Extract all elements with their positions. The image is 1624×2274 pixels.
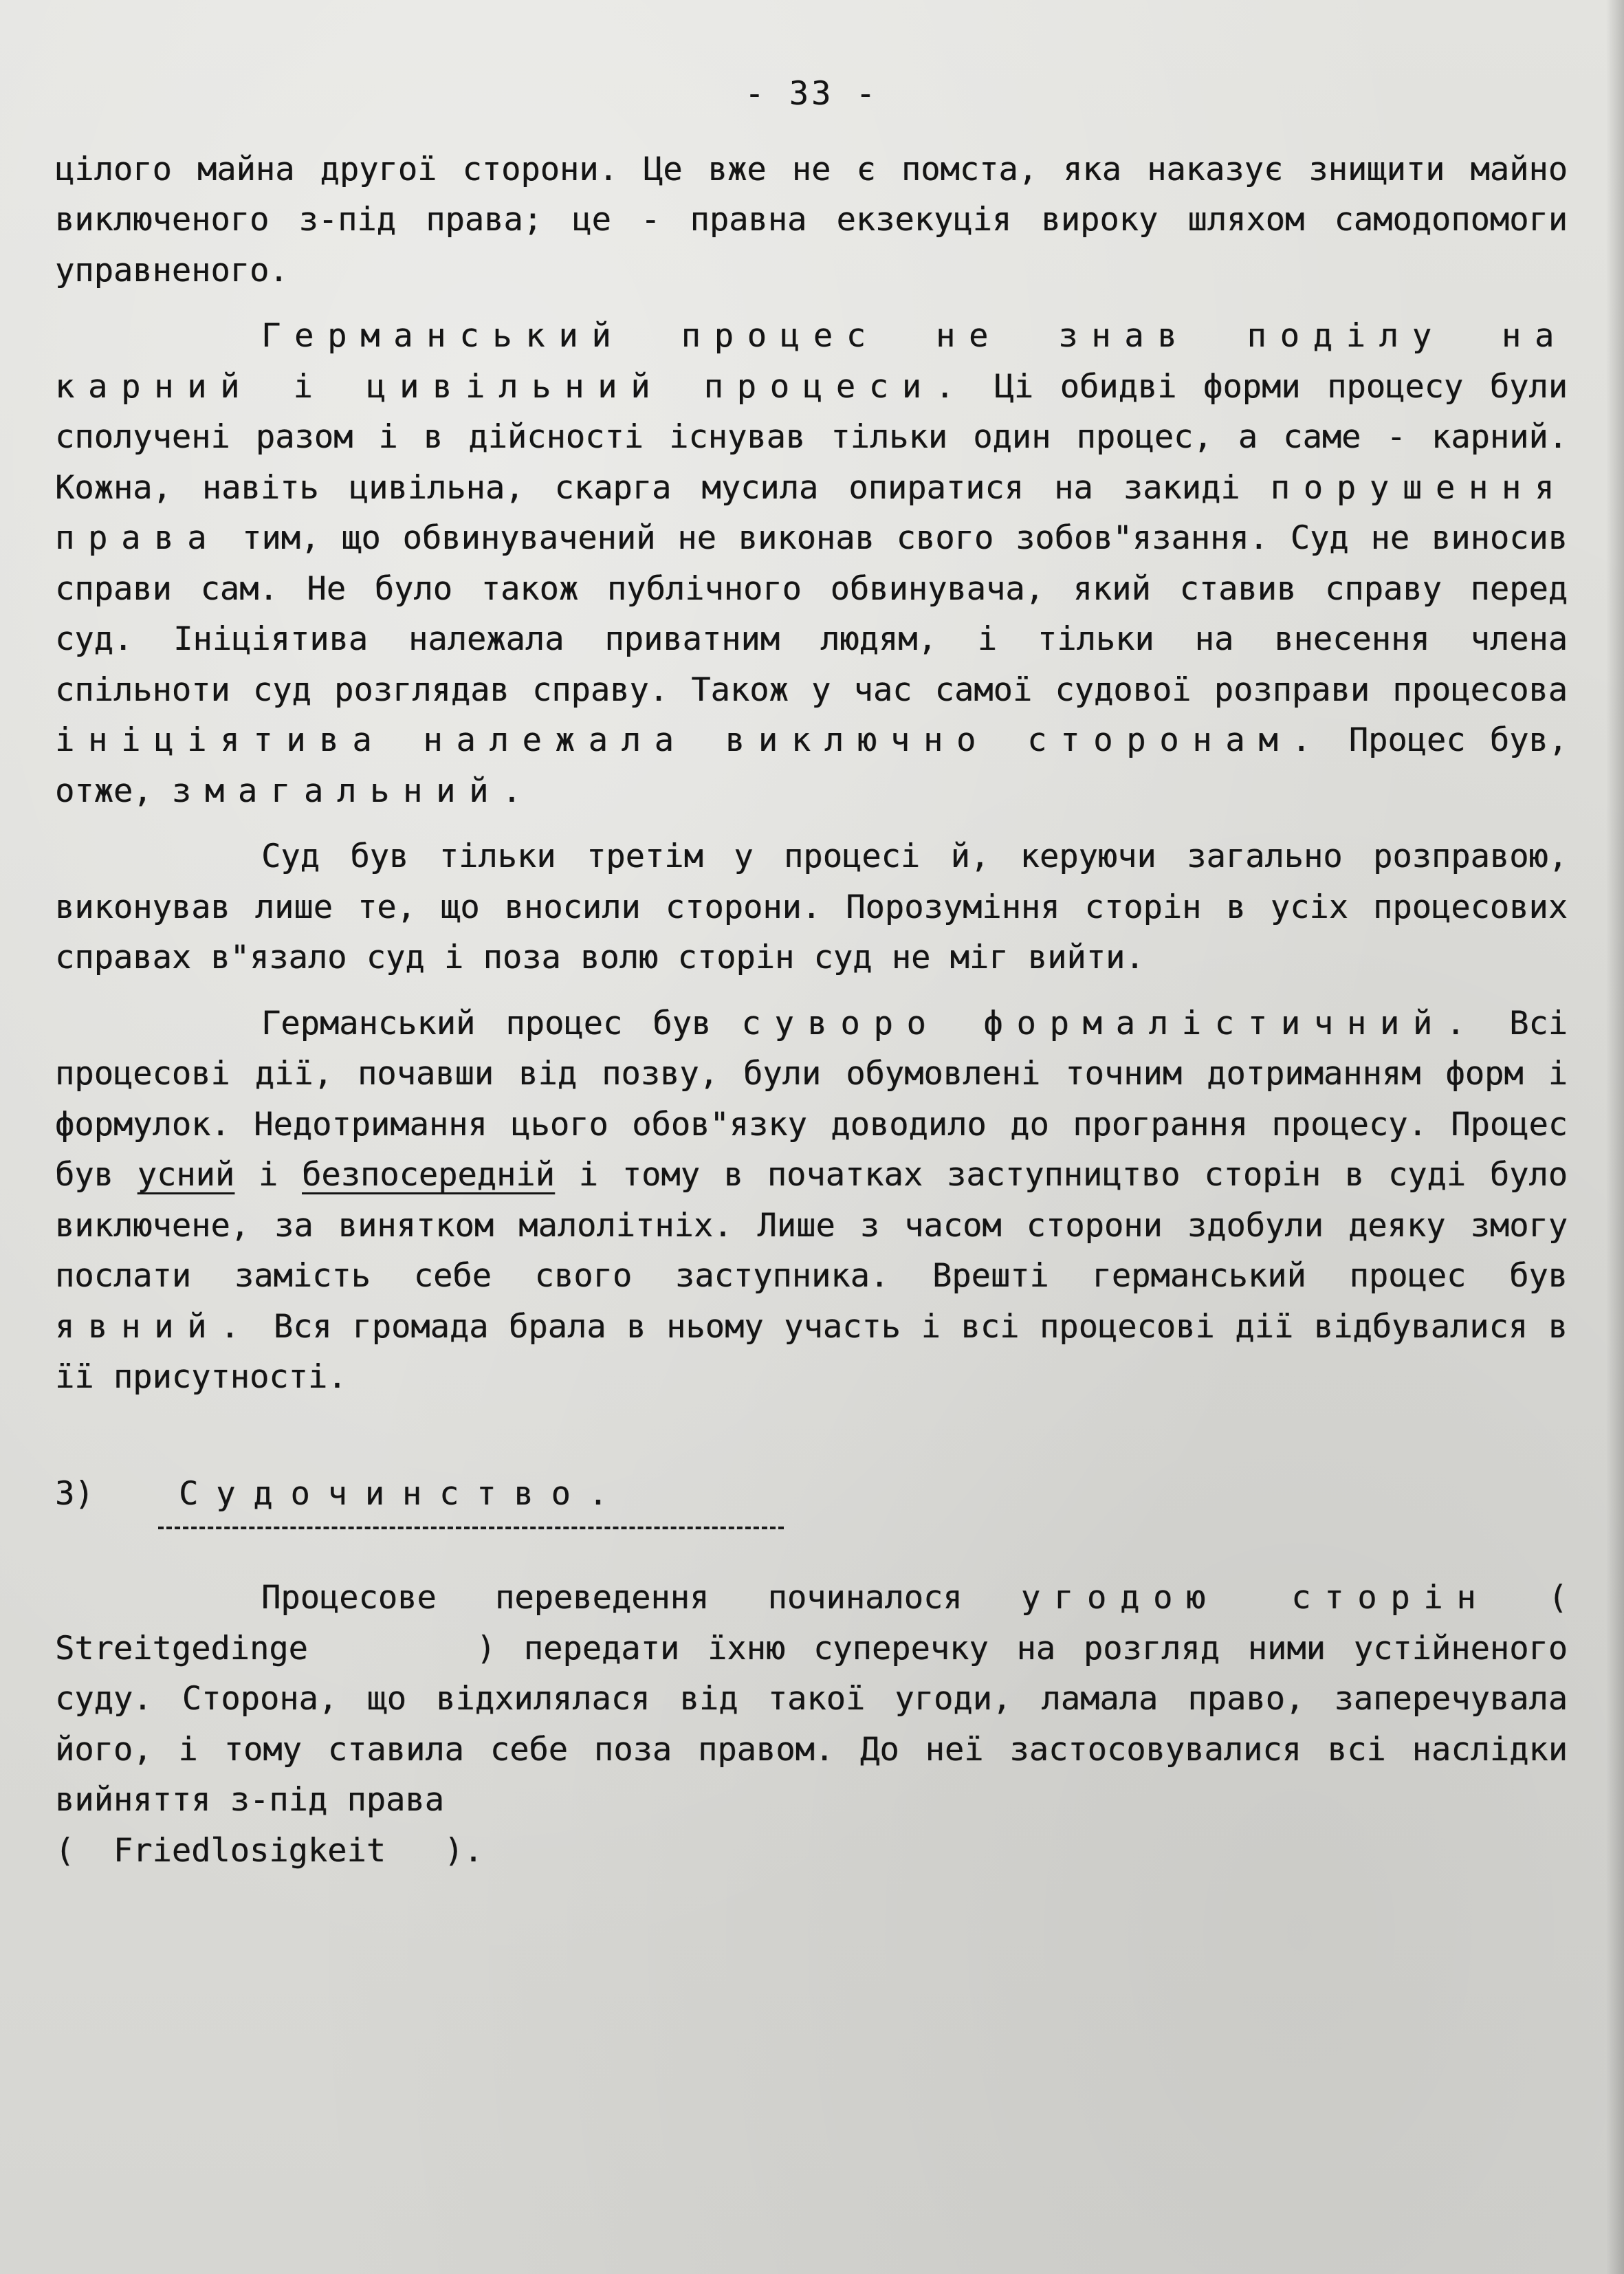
paragraph-text: (: [1489, 1579, 1588, 1617]
page-number: - 33 -: [745, 75, 878, 113]
paragraph-text: Процес був, отже,: [55, 721, 1588, 810]
paragraph-text: тим, що обвинувачений не виконав свого зобов"язання. Суд не виносив справи сам. Не було також публічного обвинувача, який ставив справу перед суд. Ініціятива належала приватним людям, і тільки на внесення члена спільноти суд розглядав справу. Також у час самої судової розправи процесова: [55, 519, 1588, 709]
latin-term-friedlosigkeit: Friedlosigkeit: [113, 1831, 386, 1870]
latin-term-streitgedinge: Streitgedinge: [55, 1629, 308, 1668]
spaced-term-formalistic: суворо формалістичний.: [741, 1004, 1479, 1042]
section-heading: [55, 1469, 1568, 1520]
paragraph-text: ).: [386, 1831, 483, 1870]
paragraph-text: і тому в початках заступництво сторін в суді було виключене, за винятком малолітніх. Лише з часом сторони здобули деяку змогу послати замість себе свого заступника. Врешті германський процес був: [55, 1156, 1588, 1295]
paragraph-formalism: [55, 998, 1588, 1403]
paragraph-text: Ці обидві форми процесу були сполучені разом і в дійсності існував тільки один процес, а саме - карний. Кожна, навіть цивільна, скарга мусила опиратися на закиді: [55, 367, 1588, 507]
paragraph-text: Вся громада брала в ньому участь і всі процесові дії відбувалися в її присутності.: [55, 1307, 1588, 1396]
paragraph-court-role: Суд був тільки третім у процесі й, керуючи загально розправою, виконував лише те, що вносили сторони. Порозуміння сторін в усіх процесових справах в"язало суд і поза волю сторін суд не міг вийти.: [55, 838, 1588, 976]
paragraph-text: (: [55, 1831, 113, 1870]
underlined-term-oral: усний: [137, 1156, 235, 1194]
paragraph-text: Германський процес був: [261, 1004, 742, 1042]
spaced-term-agreement: угодою сторін: [1020, 1579, 1490, 1617]
spaced-term-initiative: ініціятива належала виключно сторонам.: [55, 721, 1325, 759]
section-title: Судочинство.: [179, 1474, 626, 1513]
heading-underline: [158, 1527, 784, 1529]
paragraph-text: ) передати їхню суперечку на розгляд ними устійненого суду. Сторона, що відхилялася від такої угоди, ламала право, заперечувала його, і тому ставила себе поза правом. До неї застосовувалися всі наслідки вийняття з-під права: [55, 1629, 1588, 1819]
paragraph-revenge-execution: цілого майна другої сторони. Це вже не є помста, яка наказує знищити майно виключеного з-під права; це - правна екзекуція вироку шляхом самодопомоги управненого.: [55, 150, 1588, 289]
paragraph-friedlosigkeit: [55, 1826, 1568, 1877]
paragraph-germanic-process: [55, 311, 1601, 816]
spaced-lead-text: Германський процес не знав поділу на карний і цивільний процеси.: [55, 317, 1601, 406]
paragraph-text: Процесове переведення починалося: [261, 1579, 1021, 1617]
paragraph-procedure: [55, 1573, 1588, 1826]
paragraph-text: Всі процесові дії, почавши від позву, були обумовлені точним дотриманням форм і формулок. Недотримання цього обов"язку доводило до програння процесу. Процес був: [55, 1004, 1588, 1194]
underlined-term-direct: безпосередній: [302, 1156, 555, 1194]
paragraph-text: і: [234, 1156, 303, 1194]
page-content: [55, 69, 1601, 1876]
spaced-term-public: явний.: [55, 1307, 254, 1346]
section-number: 3): [55, 1474, 94, 1513]
spaced-term-violation: порушення права: [55, 468, 1601, 557]
spaced-term-adversarial: змагальний.: [171, 772, 536, 810]
